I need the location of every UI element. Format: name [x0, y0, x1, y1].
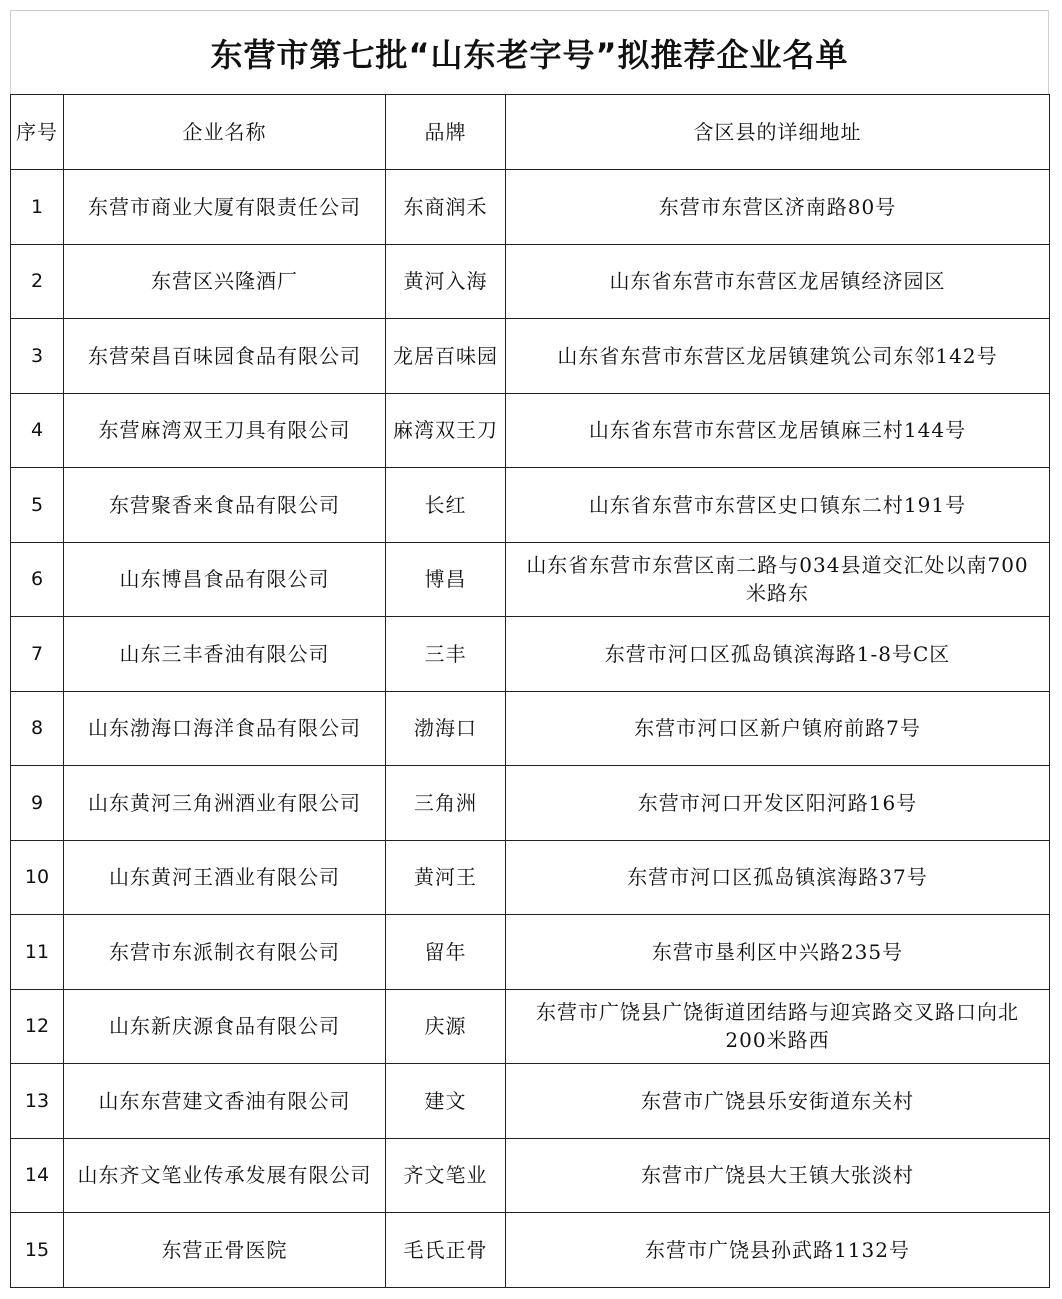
company-name: 山东东营建文香油有限公司 — [64, 1064, 386, 1139]
table-row — [11, 1064, 1050, 1139]
brand-name: 留年 — [386, 915, 506, 990]
address: 东营市广饶县广饶街道团结路与迎宾路交叉路口向北200米路西 — [506, 989, 1050, 1064]
table-row — [11, 542, 1050, 617]
row-number: 13 — [11, 1064, 64, 1139]
company-name: 东营正骨医院 — [64, 1213, 386, 1288]
table-row — [11, 244, 1050, 319]
table-row — [11, 1138, 1050, 1213]
title-box — [10, 10, 1049, 94]
table-row — [11, 1213, 1050, 1288]
company-name: 山东黄河三角洲酒业有限公司 — [64, 766, 386, 841]
company-name: 东营市商业大厦有限责任公司 — [64, 170, 386, 245]
table-row — [11, 319, 1050, 394]
company-name: 东营聚香来食品有限公司 — [64, 468, 386, 543]
brand-name: 渤海口 — [386, 691, 506, 766]
row-number: 6 — [11, 542, 64, 617]
address: 东营市东营区济南路80号 — [506, 170, 1050, 245]
table-row — [11, 617, 1050, 692]
brand-name: 建文 — [386, 1064, 506, 1139]
brand-name: 三角洲 — [386, 766, 506, 841]
address: 东营市河口区新户镇府前路7号 — [506, 691, 1050, 766]
address: 东营市广饶县乐安街道东关村 — [506, 1064, 1050, 1139]
table-row — [11, 468, 1050, 543]
header-no: 序号 — [11, 95, 64, 170]
address: 东营市垦利区中兴路235号 — [506, 915, 1050, 990]
table-row — [11, 766, 1050, 841]
address: 山东省东营市东营区南二路与034县道交汇处以南700米路东 — [506, 542, 1050, 617]
company-name: 山东齐文笔业传承发展有限公司 — [64, 1138, 386, 1213]
brand-name: 齐文笔业 — [386, 1138, 506, 1213]
address: 山东省东营市东营区史口镇东二村191号 — [506, 468, 1050, 543]
table-row — [11, 915, 1050, 990]
address: 山东省东营市东营区龙居镇建筑公司东邻142号 — [506, 319, 1050, 394]
row-number: 9 — [11, 766, 64, 841]
table-row — [11, 393, 1050, 468]
address: 东营市河口区孤岛镇滨海路1-8号C区 — [506, 617, 1050, 692]
row-number: 4 — [11, 393, 64, 468]
company-name: 山东黄河王酒业有限公司 — [64, 840, 386, 915]
company-name: 东营麻湾双王刀具有限公司 — [64, 393, 386, 468]
company-name: 山东渤海口海洋食品有限公司 — [64, 691, 386, 766]
row-number: 8 — [11, 691, 64, 766]
table-row — [11, 691, 1050, 766]
header-company: 企业名称 — [64, 95, 386, 170]
company-name: 东营市东派制衣有限公司 — [64, 915, 386, 990]
row-number: 10 — [11, 840, 64, 915]
address: 山东省东营市东营区龙居镇麻三村144号 — [506, 393, 1050, 468]
brand-name: 博昌 — [386, 542, 506, 617]
address: 山东省东营市东营区龙居镇经济园区 — [506, 244, 1050, 319]
enterprise-table — [10, 94, 1050, 1288]
address: 东营市河口开发区阳河路16号 — [506, 766, 1050, 841]
row-number: 2 — [11, 244, 64, 319]
company-name: 山东博昌食品有限公司 — [64, 542, 386, 617]
table-row — [11, 840, 1050, 915]
row-number: 14 — [11, 1138, 64, 1213]
row-number: 15 — [11, 1213, 64, 1288]
brand-name: 三丰 — [386, 617, 506, 692]
header-address: 含区县的详细地址 — [506, 95, 1050, 170]
address: 东营市广饶县大王镇大张淡村 — [506, 1138, 1050, 1213]
table-row — [11, 170, 1050, 245]
header-brand: 品牌 — [386, 95, 506, 170]
row-number: 12 — [11, 989, 64, 1064]
brand-name: 龙居百味园 — [386, 319, 506, 394]
address: 东营市广饶县孙武路1132号 — [506, 1213, 1050, 1288]
brand-name: 庆源 — [386, 989, 506, 1064]
row-number: 7 — [11, 617, 64, 692]
row-number: 3 — [11, 319, 64, 394]
brand-name: 麻湾双王刀 — [386, 393, 506, 468]
address: 东营市河口区孤岛镇滨海路37号 — [506, 840, 1050, 915]
brand-name: 黄河王 — [386, 840, 506, 915]
brand-name: 长红 — [386, 468, 506, 543]
brand-name: 东商润禾 — [386, 170, 506, 245]
company-name: 山东三丰香油有限公司 — [64, 617, 386, 692]
brand-name: 毛氏正骨 — [386, 1213, 506, 1288]
company-name: 东营荣昌百味园食品有限公司 — [64, 319, 386, 394]
table-header-row — [11, 95, 1050, 170]
row-number: 1 — [11, 170, 64, 245]
row-number: 11 — [11, 915, 64, 990]
company-name: 山东新庆源食品有限公司 — [64, 989, 386, 1064]
row-number: 5 — [11, 468, 64, 543]
document-title: 东营市第七批“山东老字号”拟推荐企业名单 — [210, 35, 849, 74]
company-name: 东营区兴隆酒厂 — [64, 244, 386, 319]
table-row — [11, 989, 1050, 1064]
brand-name: 黄河入海 — [386, 244, 506, 319]
